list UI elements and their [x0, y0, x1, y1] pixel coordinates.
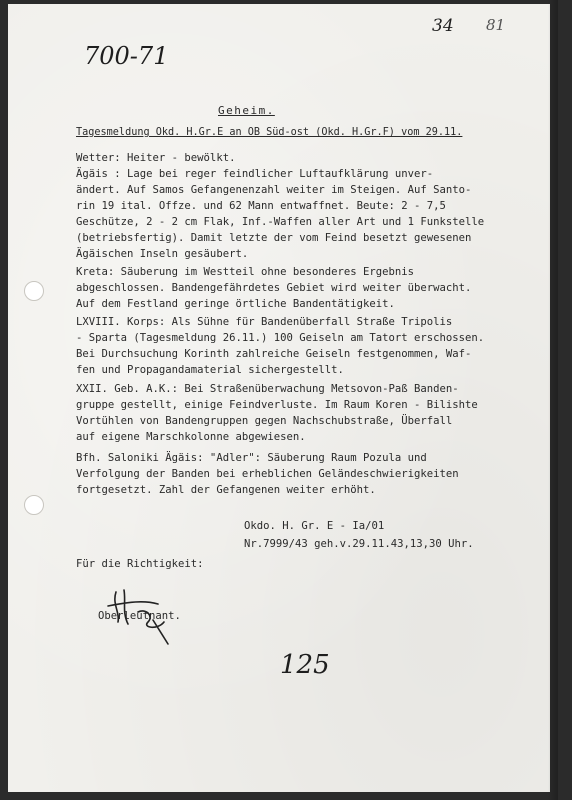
text-line: fen und Propagandamaterial sichergestellt. — [76, 364, 344, 376]
archive-number: 700-71 — [84, 42, 169, 70]
report-heading: Tagesmeldung Okd. H.Gr.E an OB Süd-ost (Okd. H.Gr.F) vom 29.11. — [76, 127, 463, 138]
text-line: Verfolgung der Banden bei erheblichen Geländeschwierigkeiten — [76, 468, 459, 480]
text-line: fortgesetzt. Zahl der Gefangenen weiter erhöht. — [76, 484, 376, 496]
page-number: 34 — [432, 16, 454, 36]
classification-heading: Geheim. — [218, 104, 275, 117]
text-line: Vortühlen von Bandengruppen gegen Nachschubstraße, Überfall — [76, 415, 453, 427]
weather-line: Wetter: Heiter - bewölkt. — [76, 152, 236, 164]
text-line: Kreta: Säuberung im Westteil ohne besonderes Ergebnis — [76, 266, 415, 278]
punch-hole-lower — [24, 495, 44, 515]
sender-line-2: Nr.7999/43 geh.v.29.11.43,13,30 Uhr. — [244, 538, 474, 550]
text-line: gruppe gestellt, einige Feindverluste. Im Raum Koren - Bilishte — [76, 399, 478, 411]
page-mark: 81 — [486, 16, 506, 34]
certification-label: Für die Richtigkeit: — [76, 558, 204, 570]
folio-number: 125 — [280, 650, 330, 680]
text-line: Geschütze, 2 - 2 cm Flak, Inf.-Waffen aller Art und 1 Funkstelle — [76, 216, 485, 228]
text-line: Bfh. Saloniki Ägäis: "Adler": Säuberung Raum Pozula und — [76, 452, 427, 464]
text-line: abgeschlossen. Bandengefährdetes Gebiet wird weiter überwacht. — [76, 282, 472, 294]
text-line: ändert. Auf Samos Gefangenenzahl weiter im Steigen. Auf Santo- — [76, 184, 472, 196]
text-line: LXVIII. Korps: Als Sühne für Bandenüberfall Straße Tripolis — [76, 316, 453, 328]
signatory-rank: Oberleutnant. — [98, 610, 181, 622]
text-line: (betriebsfertig). Damit letzte der vom Feind besetzt gewesenen — [76, 232, 472, 244]
text-line: - Sparta (Tagesmeldung 26.11.) 100 Geiseln am Tatort erschossen. — [76, 332, 485, 344]
text-line: rin 19 ital. Offze. und 62 Mann entwaffnet. Beute: 2 - 7,5 — [76, 200, 446, 212]
page-edge-shadow — [548, 0, 558, 800]
text-line: Ägäischen Inseln gesäubert. — [76, 248, 249, 260]
sender-line-1: Okdo. H. Gr. E - Ia/01 — [244, 520, 385, 532]
text-line: Auf dem Festland geringe örtliche Bandentätigkeit. — [76, 298, 395, 310]
text-line: Bei Durchsuchung Korinth zahlreiche Geiseln festgenommen, Waf- — [76, 348, 472, 360]
punch-hole-upper — [24, 281, 44, 301]
text-line: auf eigene Marschkolonne abgewiesen. — [76, 431, 306, 443]
text-line: XXII. Geb. A.K.: Bei Straßenüberwachung Metsovon-Paß Banden- — [76, 383, 459, 395]
text-line: Ägäis : Lage bei reger feindlicher Luftaufklärung unver- — [76, 168, 434, 180]
